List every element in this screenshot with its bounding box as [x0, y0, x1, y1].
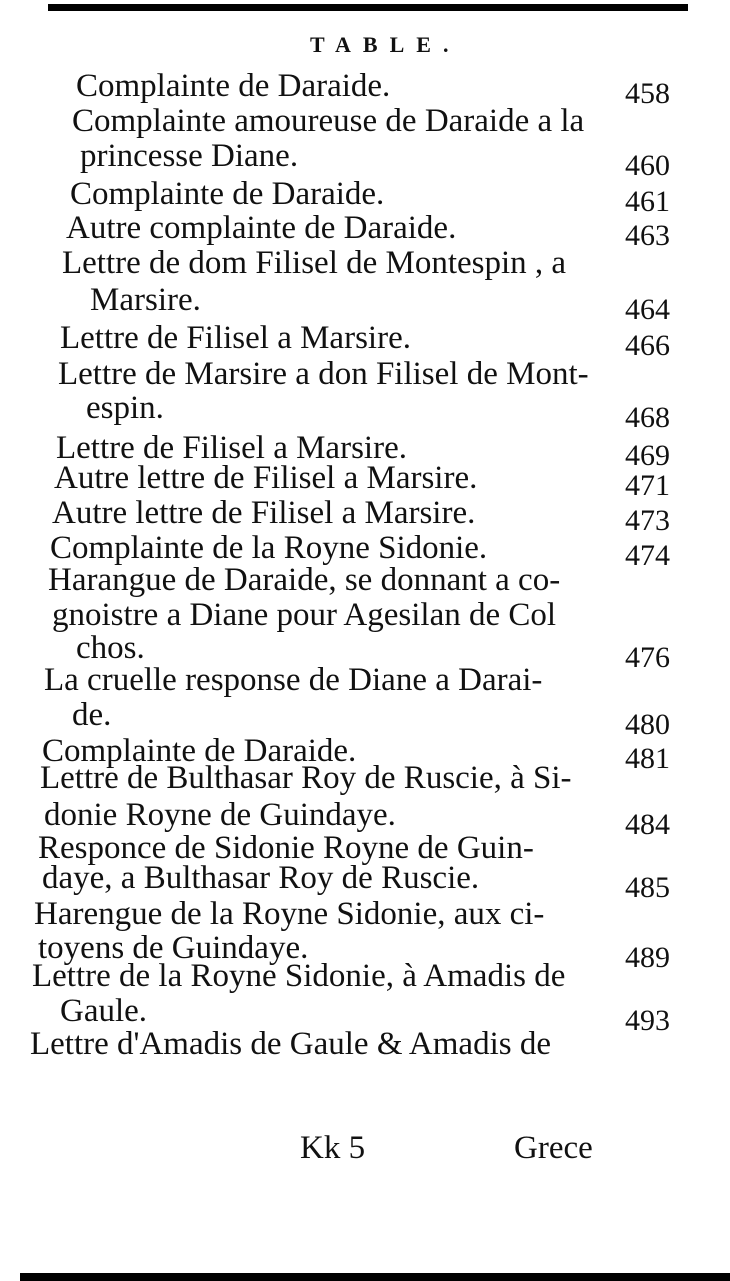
- toc-entry-line: Lettre de Bulthasar Roy de Ruscie, à Si-: [40, 760, 572, 796]
- toc-entry-line: Lettre de la Royne Sidonie, à Amadis de: [32, 958, 566, 994]
- catchword: Grece: [514, 1130, 593, 1166]
- toc-page-number: 466: [625, 329, 670, 362]
- bottom-rule: [20, 1273, 730, 1281]
- toc-entry-line: Complainte amoureuse de Daraide a la: [72, 103, 585, 139]
- toc-entry-line: Harengue de la Royne Sidonie, aux ci-: [34, 896, 545, 932]
- toc-page-number: 464: [625, 293, 670, 326]
- toc-page-number: 476: [625, 641, 670, 674]
- toc-entry-line: La cruelle response de Diane a Darai-: [44, 662, 543, 698]
- toc-entry-line: Complainte de Daraide.: [76, 68, 391, 104]
- toc-entry-line: Gaule.: [60, 993, 148, 1029]
- toc-page-number: 493: [625, 1004, 670, 1037]
- toc-entry-line: Complainte de Daraide.: [42, 733, 357, 769]
- toc-entry-line: Complainte de la Royne Sidonie.: [50, 530, 488, 566]
- running-head: TABLE.: [310, 32, 461, 57]
- toc-page-number: 458: [625, 77, 670, 110]
- toc-page-number: 469: [625, 439, 670, 472]
- toc-entry-line: Lettre d'Amadis de Gaule & Amadis de: [30, 1026, 551, 1062]
- toc-entry-line: de.: [72, 697, 112, 733]
- toc-entry-line: Autre lettre de Filisel a Marsire.: [52, 495, 476, 531]
- toc-entry-line: gnoistre a Diane pour Agesilan de Col: [52, 597, 557, 633]
- toc-entry-line: Lettre de Marsire a don Filisel de Mont-: [58, 356, 589, 392]
- signature-mark: Kk 5: [300, 1130, 366, 1166]
- toc-page-number: 481: [625, 742, 670, 775]
- toc-entry-line: princesse Diane.: [80, 138, 299, 174]
- toc-entry-line: Lettre de dom Filisel de Montespin , a: [62, 245, 567, 281]
- toc-entry-line: Autre lettre de Filisel a Marsire.: [54, 460, 478, 496]
- toc-entry-line: daye, a Bulthasar Roy de Ruscie.: [42, 860, 480, 896]
- toc-page-number: 484: [625, 808, 670, 841]
- toc-entry-line: Autre complainte de Daraide.: [66, 210, 457, 246]
- toc-entry-line: donie Royne de Guindaye.: [44, 797, 396, 833]
- toc-page-number: 460: [625, 149, 670, 182]
- toc-entry-line: espin.: [86, 390, 164, 426]
- toc-page-number: 463: [625, 219, 670, 252]
- toc-page-number: 461: [625, 185, 670, 218]
- toc-page-number: 489: [625, 941, 670, 974]
- toc-page-number: 468: [625, 401, 670, 434]
- toc-entry-line: Lettre de Filisel a Marsire.: [60, 320, 411, 356]
- toc-entry-line: Marsire.: [90, 282, 201, 318]
- toc-page-number: 485: [625, 871, 670, 904]
- toc-entry-line: Responce de Sidonie Royne de Guin-: [38, 830, 534, 866]
- toc-page-number: 473: [625, 504, 670, 537]
- toc-page-number: 474: [625, 539, 670, 572]
- toc-entry-line: Lettre de Filisel a Marsire.: [56, 430, 407, 466]
- toc-entry-line: Harangue de Daraide, se donnant a co-: [48, 562, 561, 598]
- toc-page-number: 480: [625, 708, 670, 741]
- toc-entry-line: Complainte de Daraide.: [70, 176, 385, 212]
- toc-entry-line: toyens de Guindaye.: [38, 930, 309, 966]
- toc-page-number: 471: [625, 469, 670, 502]
- toc-entry-line: chos.: [76, 630, 145, 666]
